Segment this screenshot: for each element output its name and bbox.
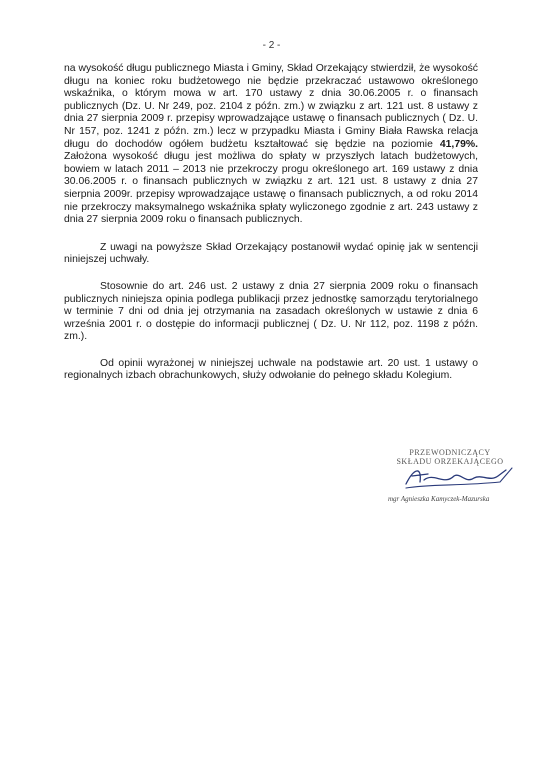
signature-title-line-2: SKŁADU ORZEKAJĄCEGO <box>396 457 504 466</box>
page-number: - 2 - <box>262 40 281 51</box>
paragraph-decision: Z uwagi na powyższe Skład Orzekający postanowił wydać opinię jak w sentencji niniejszej uchwały. <box>64 241 478 266</box>
handwritten-signature <box>400 462 520 496</box>
signature-block <box>380 448 520 518</box>
paragraph-debt-assessment <box>64 63 478 227</box>
debt-ratio-value: 41,79%. <box>439 138 479 150</box>
paragraph-debt-text-2: Założona wysokość długu jest możliwa do spłaty w przyszłych latach budżetowych, bowiem w latach 2011 – 2013 nie przekroczy progu określonego art. 169 ustawy z dnia 30.06.2005 r. o finansach publicznych w związku z art. 121 ust. 8 ustawy z dnia 27 sierpnia 2009r. przepisy wprowadzające ustawę o finansach publicznych, a od roku 2014 nie przekroczy maksymalnego wskaźnika spłaty wyliczonego zgodnie z art. 243 ustawy z dnia 27 sierpnia 2009 roku o finansach publicznych. <box>64 151 478 226</box>
document-body <box>64 63 478 397</box>
signature-title-line-1: PRZEWODNICZĄCY <box>409 448 491 457</box>
paragraph-appeal: Od opinii wyrażonej w niniejszej uchwale na podstawie art. 20 ust. 1 ustawy o regionalnych izbach obrachunkowych, służy odwołanie do pełnego składu Kolegium. <box>64 357 478 382</box>
signatory-name: mgr Agnieszka Kamyczek-Mazurska <box>388 495 490 503</box>
paragraph-publication: Stosownie do art. 246 ust. 2 ustawy z dnia 27 sierpnia 2009 roku o finansach publicznych niniejsza opinia podlega publikacji przez jednostkę samorządu terytorialnego w terminie 7 dni od dnia jej otrzymania na zasadach określonych w ustawie z dnia 6 września 2001 r. o dostępie do informacji publicznej ( Dz. U. Nr 112, poz. 1198 z późn. zm.). <box>64 280 478 343</box>
paragraph-debt-text-1: na wysokość długu publicznego Miasta i Gminy, Skład Orzekający stwierdził, że wysokość długu na koniec roku budżetowego nie będzie przekraczać ustawowo określonego wskaźnika, o którym mowa w art. 170 ustawy z dnia 30.06.2005 r. o finansach publicznych (Dz. U. Nr 249, poz. 2104 z późn. zm.) w związku z art. 121 ust. 8 ustawy z dnia 27 sierpnia 2009 r. przepisy wprowadzające ustawę o finansach publicznych ( Dz. U. Nr 157, poz. 1241 z późn. zm.) lecz w przypadku Miasta i Gminy Biała Rawska relacja długu do dochodów ogółem budżetu kształtować się będzie na poziomie <box>64 63 478 150</box>
